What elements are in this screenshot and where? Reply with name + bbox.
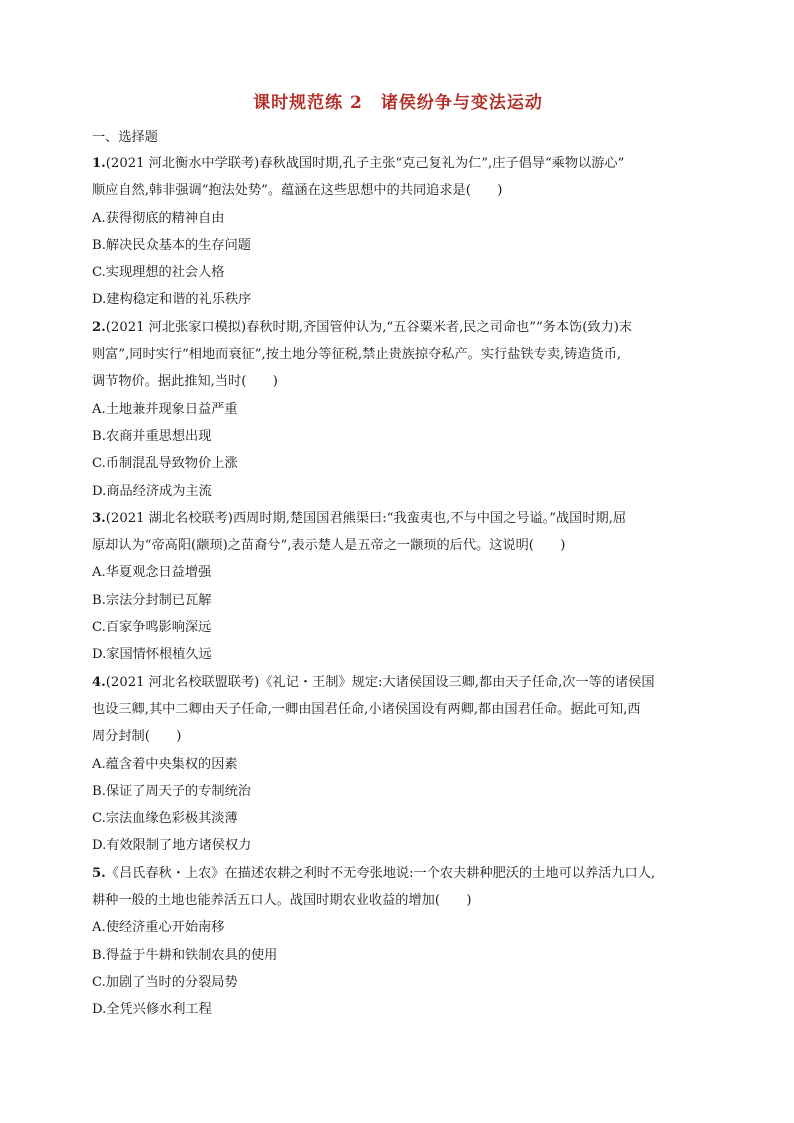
- answer-option: B.解决民众基本的生存问题: [92, 237, 251, 253]
- question-2: [92, 314, 704, 505]
- answer-option: C.宗法血缘色彩极其淡薄: [92, 811, 238, 827]
- answer-option: B.得益于牛耕和铁制农具的使用: [92, 947, 278, 963]
- page-title: 课时规范练 2 诸侯纷争与变法运动: [253, 93, 543, 113]
- question-stem-text: (2021 河北张家口模拟)春秋时期,齐国管仲认为,“五谷粟米者,民之司命也”“务本饬(致力)末: [105, 319, 633, 335]
- question-number: 1.: [92, 156, 106, 171]
- answer-option: C.百家争鸣影响深远: [92, 620, 212, 636]
- question-4: [92, 669, 704, 860]
- answer-option: A.蕴含着中央集权的因素: [92, 756, 238, 772]
- answer-option: B.保证了周天子的专制统治: [92, 783, 251, 799]
- question-stem-text: 周分封制( ): [92, 729, 182, 745]
- question-5: [92, 860, 704, 1024]
- answer-option: D.有效限制了地方诸侯权力: [92, 838, 252, 854]
- answer-option: C.实现理想的社会人格: [92, 265, 225, 281]
- question-stem-line: [92, 669, 704, 696]
- answer-option: D.商品经济成为主流: [92, 483, 212, 499]
- question-number: 4.: [92, 674, 106, 690]
- question-number: 3.: [92, 510, 106, 526]
- question-stem-line: [92, 505, 704, 532]
- answer-option: D.家国情怀根植久远: [92, 647, 212, 663]
- question-stem-text: (2021 湖北名校联考)西周时期,楚国国君熊渠曰:“我蛮夷也,不与中国之号谥。”战国时期,屈: [105, 510, 627, 526]
- section-heading: 一、选择题: [92, 130, 158, 145]
- question-stem-line: [92, 341, 704, 368]
- question-stem-text: 顺应自然,韩非强调“抱法处势”。蕴涵在这些思想中的共同追求是( ): [92, 183, 503, 199]
- question-stem-line: [92, 696, 704, 723]
- question-stem-line: [92, 368, 704, 395]
- question-stem-text: 则富”,同时实行“相地而衰征”,按土地分等征税,禁止贵族掠夺私产。实行盐铁专卖,铸造货币,: [92, 347, 622, 363]
- question-number: 5.: [92, 865, 106, 881]
- answer-option: D.建构稳定和谐的礼乐秩序: [92, 292, 252, 308]
- question-stem-line: [92, 314, 704, 341]
- question-stem-line: [92, 860, 704, 887]
- document-page: [92, 92, 704, 1024]
- question-stem-text: 耕种一般的土地也能养活五口人。战国时期农业收益的增加( ): [92, 893, 472, 909]
- question-stem-text: 原却认为“帝高阳(颛顼)之苗裔兮”,表示楚人是五帝之一颛顼的后代。这说明( ): [92, 538, 566, 554]
- question-stem-text: (2021 河北衡水中学联考)春秋战国时期,孔子主张“克己复礼为仁”,庄子倡导“乘物以游心”: [105, 156, 625, 171]
- question-stem-text: 调节物价。据此推知,当时( ): [92, 374, 278, 390]
- answer-option: D.全凭兴修水利工程: [92, 1002, 212, 1018]
- question-1: [92, 150, 704, 314]
- question-stem-line: [92, 887, 704, 914]
- question-stem-line: [92, 723, 704, 750]
- question-3: [92, 505, 704, 669]
- question-stem-text: (2021 河北名校联盟联考)《礼记・王制》规定:大诸侯国设三卿,都由天子任命,次一等的诸侯国: [105, 674, 655, 690]
- answer-option: A.华夏观念日益增强: [92, 565, 212, 581]
- question-stem-text: 也设三卿,其中二卿由天子任命,一卿由国君任命,小诸侯国设有两卿,都由国君任命。据此可知,西: [92, 701, 641, 717]
- answer-option: C.币制混乱导致物价上涨: [92, 456, 238, 472]
- answer-option: A.获得彻底的精神自由: [92, 210, 225, 226]
- question-stem-text: 《吕氏春秋・上农》在描述农耕之利时不无夸张地说:一个农夫耕种肥沃的土地可以养活九口人,: [105, 865, 656, 881]
- question-list: [92, 150, 704, 1024]
- question-stem-line: [92, 532, 704, 559]
- answer-option: C.加剧了当时的分裂局势: [92, 974, 238, 990]
- answer-option: A.土地兼并现象日益严重: [92, 401, 238, 417]
- answer-option: A.使经济重心开始南移: [92, 920, 225, 936]
- question-stem-line: [92, 177, 704, 204]
- question-number: 2.: [92, 319, 106, 335]
- answer-option: B.农商并重思想出现: [92, 428, 212, 444]
- answer-option: B.宗法分封制已瓦解: [92, 592, 212, 608]
- question-stem-line: [92, 150, 704, 177]
